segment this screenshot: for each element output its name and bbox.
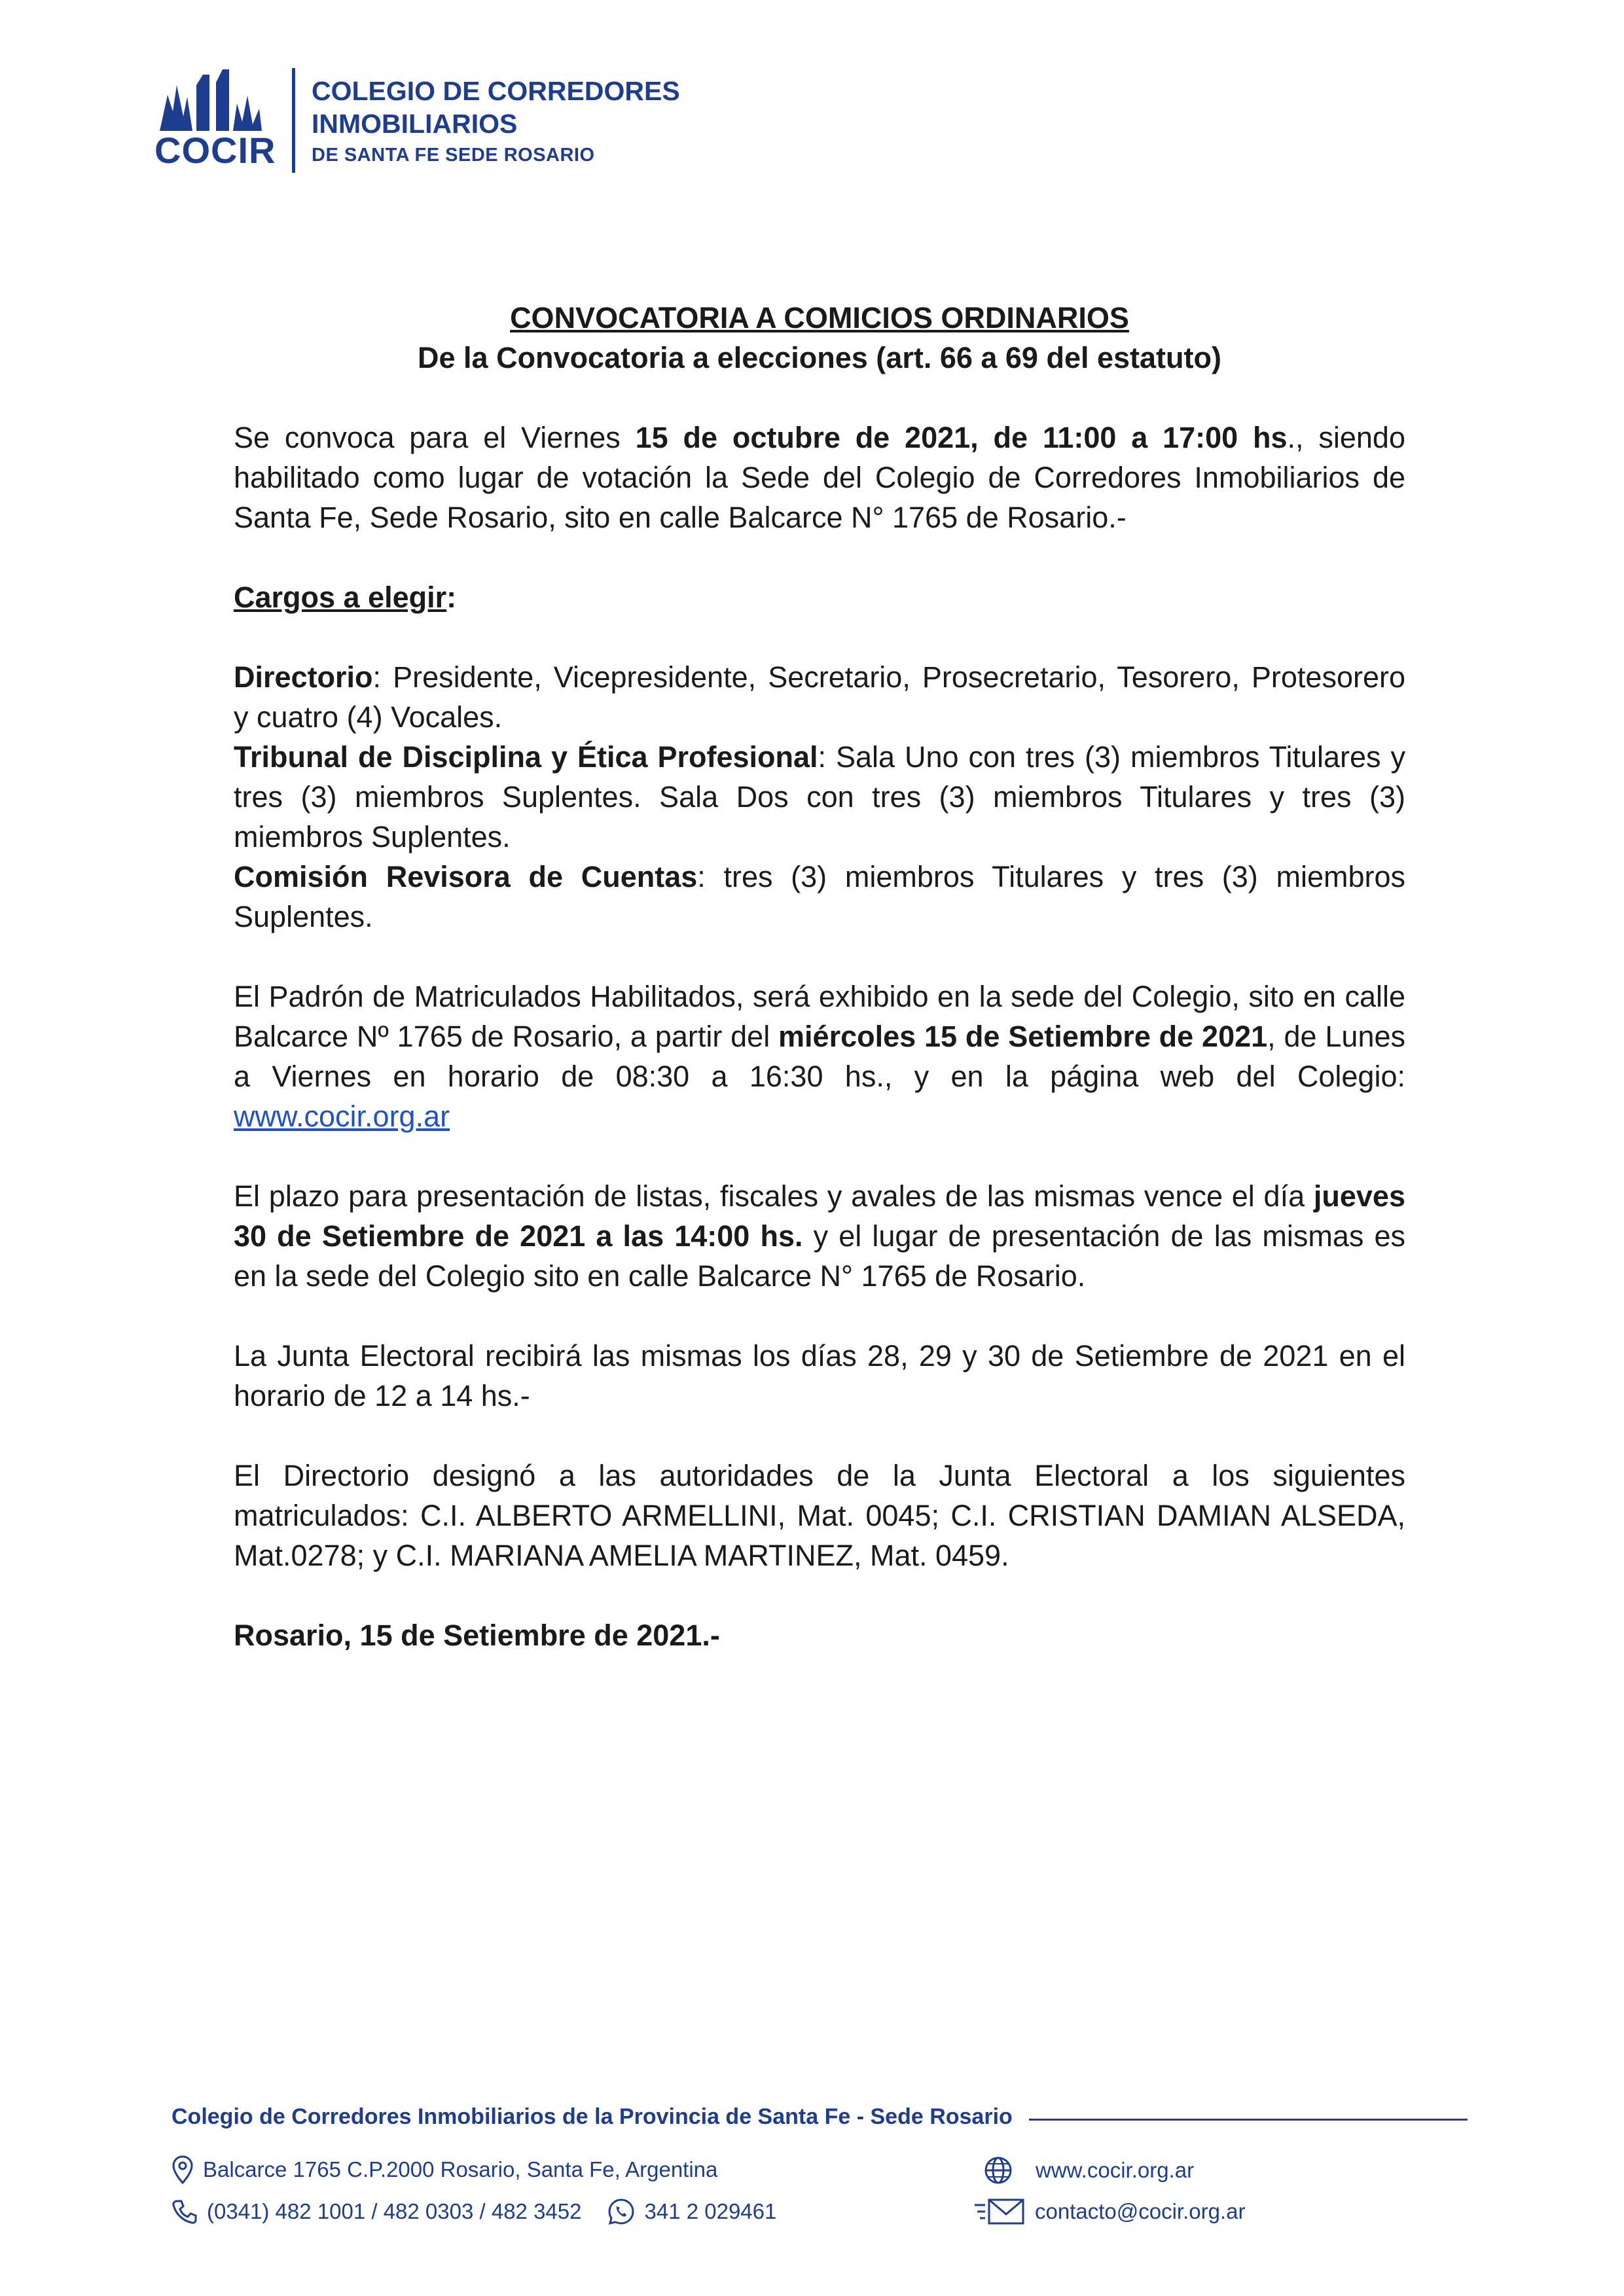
org-name-line3: DE SANTA FE SEDE ROSARIO xyxy=(312,145,595,166)
organization-name xyxy=(312,75,680,170)
comision-paragraph xyxy=(234,857,1405,937)
location-pin-icon xyxy=(171,2155,194,2184)
footer xyxy=(171,2104,1468,2248)
tribunal-paragraph xyxy=(234,737,1405,857)
footer-web xyxy=(983,2155,1194,2185)
padron-paragraph xyxy=(234,977,1405,1136)
convocation-text-2: ., siendo habilitado como lugar de votación la Sede del Colegio de Corredores Inmobiliarios de Santa Fe, Sede Rosario, sito en calle Balcarce N° 1765 de Rosario.- xyxy=(234,421,1405,534)
web-text[interactable]: www.cocir.org.ar xyxy=(1036,2158,1195,2182)
plazo-text-1: El plazo para presentación de listas, fiscales y avales de las mismas vence el día xyxy=(234,1179,1314,1213)
footer-phones xyxy=(171,2197,776,2226)
phone-icon xyxy=(171,2198,198,2225)
cocir-logo xyxy=(154,65,276,177)
footer-rule xyxy=(1029,2119,1468,2121)
tribunal-text: : Sala Uno con tres (3) miembros Titulares y tres (3) miembros Suplentes. Sala Dos con tres (3) miembros Titulares y tres (3) miembros Suplentes. xyxy=(234,740,1405,853)
footer-address xyxy=(171,2155,717,2184)
whatsapp-text: 341 2 029461 xyxy=(644,2199,777,2223)
whatsapp-icon xyxy=(607,2197,636,2226)
comision-label: Comisión Revisora de Cuentas xyxy=(234,860,698,893)
plazo-text-2: y el lugar de presentación de las mismas es en la sede del Colegio sito en calle Balcarce N° 1765 de Rosario. xyxy=(234,1219,1405,1293)
org-name-line1: COLEGIO DE CORREDORES xyxy=(312,76,680,106)
globe-icon xyxy=(983,2155,1013,2185)
directorio-label: Directorio xyxy=(234,660,373,694)
positions-heading xyxy=(234,577,1405,617)
positions-heading-text: Cargos a elegir xyxy=(234,581,447,614)
org-name-line2: INMOBILIARIOS xyxy=(312,109,518,139)
tribunal-label: Tribunal de Disciplina y Ética Profesional xyxy=(234,740,818,774)
document-title: CONVOCATORIA A COMICIOS ORDINARIOS xyxy=(510,301,1129,334)
address-text: Balcarce 1765 C.P.2000 Rosario, Santa Fe, Argentina xyxy=(203,2157,718,2181)
padron-date: miércoles 15 de Setiembre de 2021 xyxy=(778,1020,1268,1053)
convocation-text-1: Se convoca para el Viernes xyxy=(234,421,636,454)
phones-text: (0341) 482 1001 / 482 0303 / 482 3452 xyxy=(207,2199,582,2223)
logo-divider xyxy=(292,68,295,173)
footer-email xyxy=(973,2197,1245,2226)
directorio-paragraph xyxy=(234,657,1405,737)
closing-text: Rosario, 15 de Setiembre de 2021.- xyxy=(234,1619,720,1652)
plazo-paragraph xyxy=(234,1176,1405,1296)
comision-text: : tres (3) miembros Titulares y tres (3) miembros Suplentes. xyxy=(234,860,1405,933)
positions-heading-colon: : xyxy=(446,581,457,614)
junta-paragraph: La Junta Electoral recibirá las mismas los días 28, 29 y 30 de Setiembre de 2021 en el horario de 12 a 14 hs.- xyxy=(234,1339,1405,1412)
election-date: 15 de octubre de 2021, de 11:00 a 17:00 hs xyxy=(635,421,1288,454)
plazo-deadline: jueves 30 de Setiembre de 2021 a las 14:00 hs. xyxy=(234,1179,1405,1253)
document-subtitle: De la Convocatoria a elecciones (art. 66 a 69 del estatuto) xyxy=(418,341,1221,374)
mail-icon xyxy=(973,2197,1026,2226)
document-body xyxy=(234,298,1405,1655)
logo-text: COCIR xyxy=(154,130,276,171)
footer-title: Colegio de Corredores Inmobiliarios de la Provincia de Santa Fe - Sede Rosario xyxy=(171,2104,1013,2129)
convocation-paragraph xyxy=(234,418,1405,537)
directorio-text: : Presidente, Vicepresidente, Secretario, Prosecretario, Tesorero, Protesorero y cuatro (4) Vocales. xyxy=(234,660,1405,734)
padron-text-1: El Padrón de Matriculados Habilitados, será exhibido en la sede del Colegio, sito en calle Balcarce Nº 1765 de Rosario, a partir del xyxy=(234,980,1405,1053)
website-link[interactable]: www.cocir.org.ar xyxy=(234,1100,450,1133)
closing-line xyxy=(234,1615,1405,1655)
email-text[interactable]: contacto@cocir.org.ar xyxy=(1035,2199,1246,2223)
padron-text-2: , de Lunes a Viernes en horario de 08:30 a 16:30 hs., y en la página web del Colegio: xyxy=(234,1020,1405,1093)
autoridades-paragraph: El Directorio designó a las autoridades de la Junta Electoral a los siguientes matriculados: C.I. ALBERTO ARMELLINI, Mat. 0045; C.I. CRISTIAN DAMIAN ALSEDA, Mat.0278; y C.I. MARIANA AMELIA MARTINEZ, Mat. 0459. xyxy=(234,1459,1405,1572)
letterhead xyxy=(154,65,809,177)
logo-emblem-icon xyxy=(154,65,266,137)
